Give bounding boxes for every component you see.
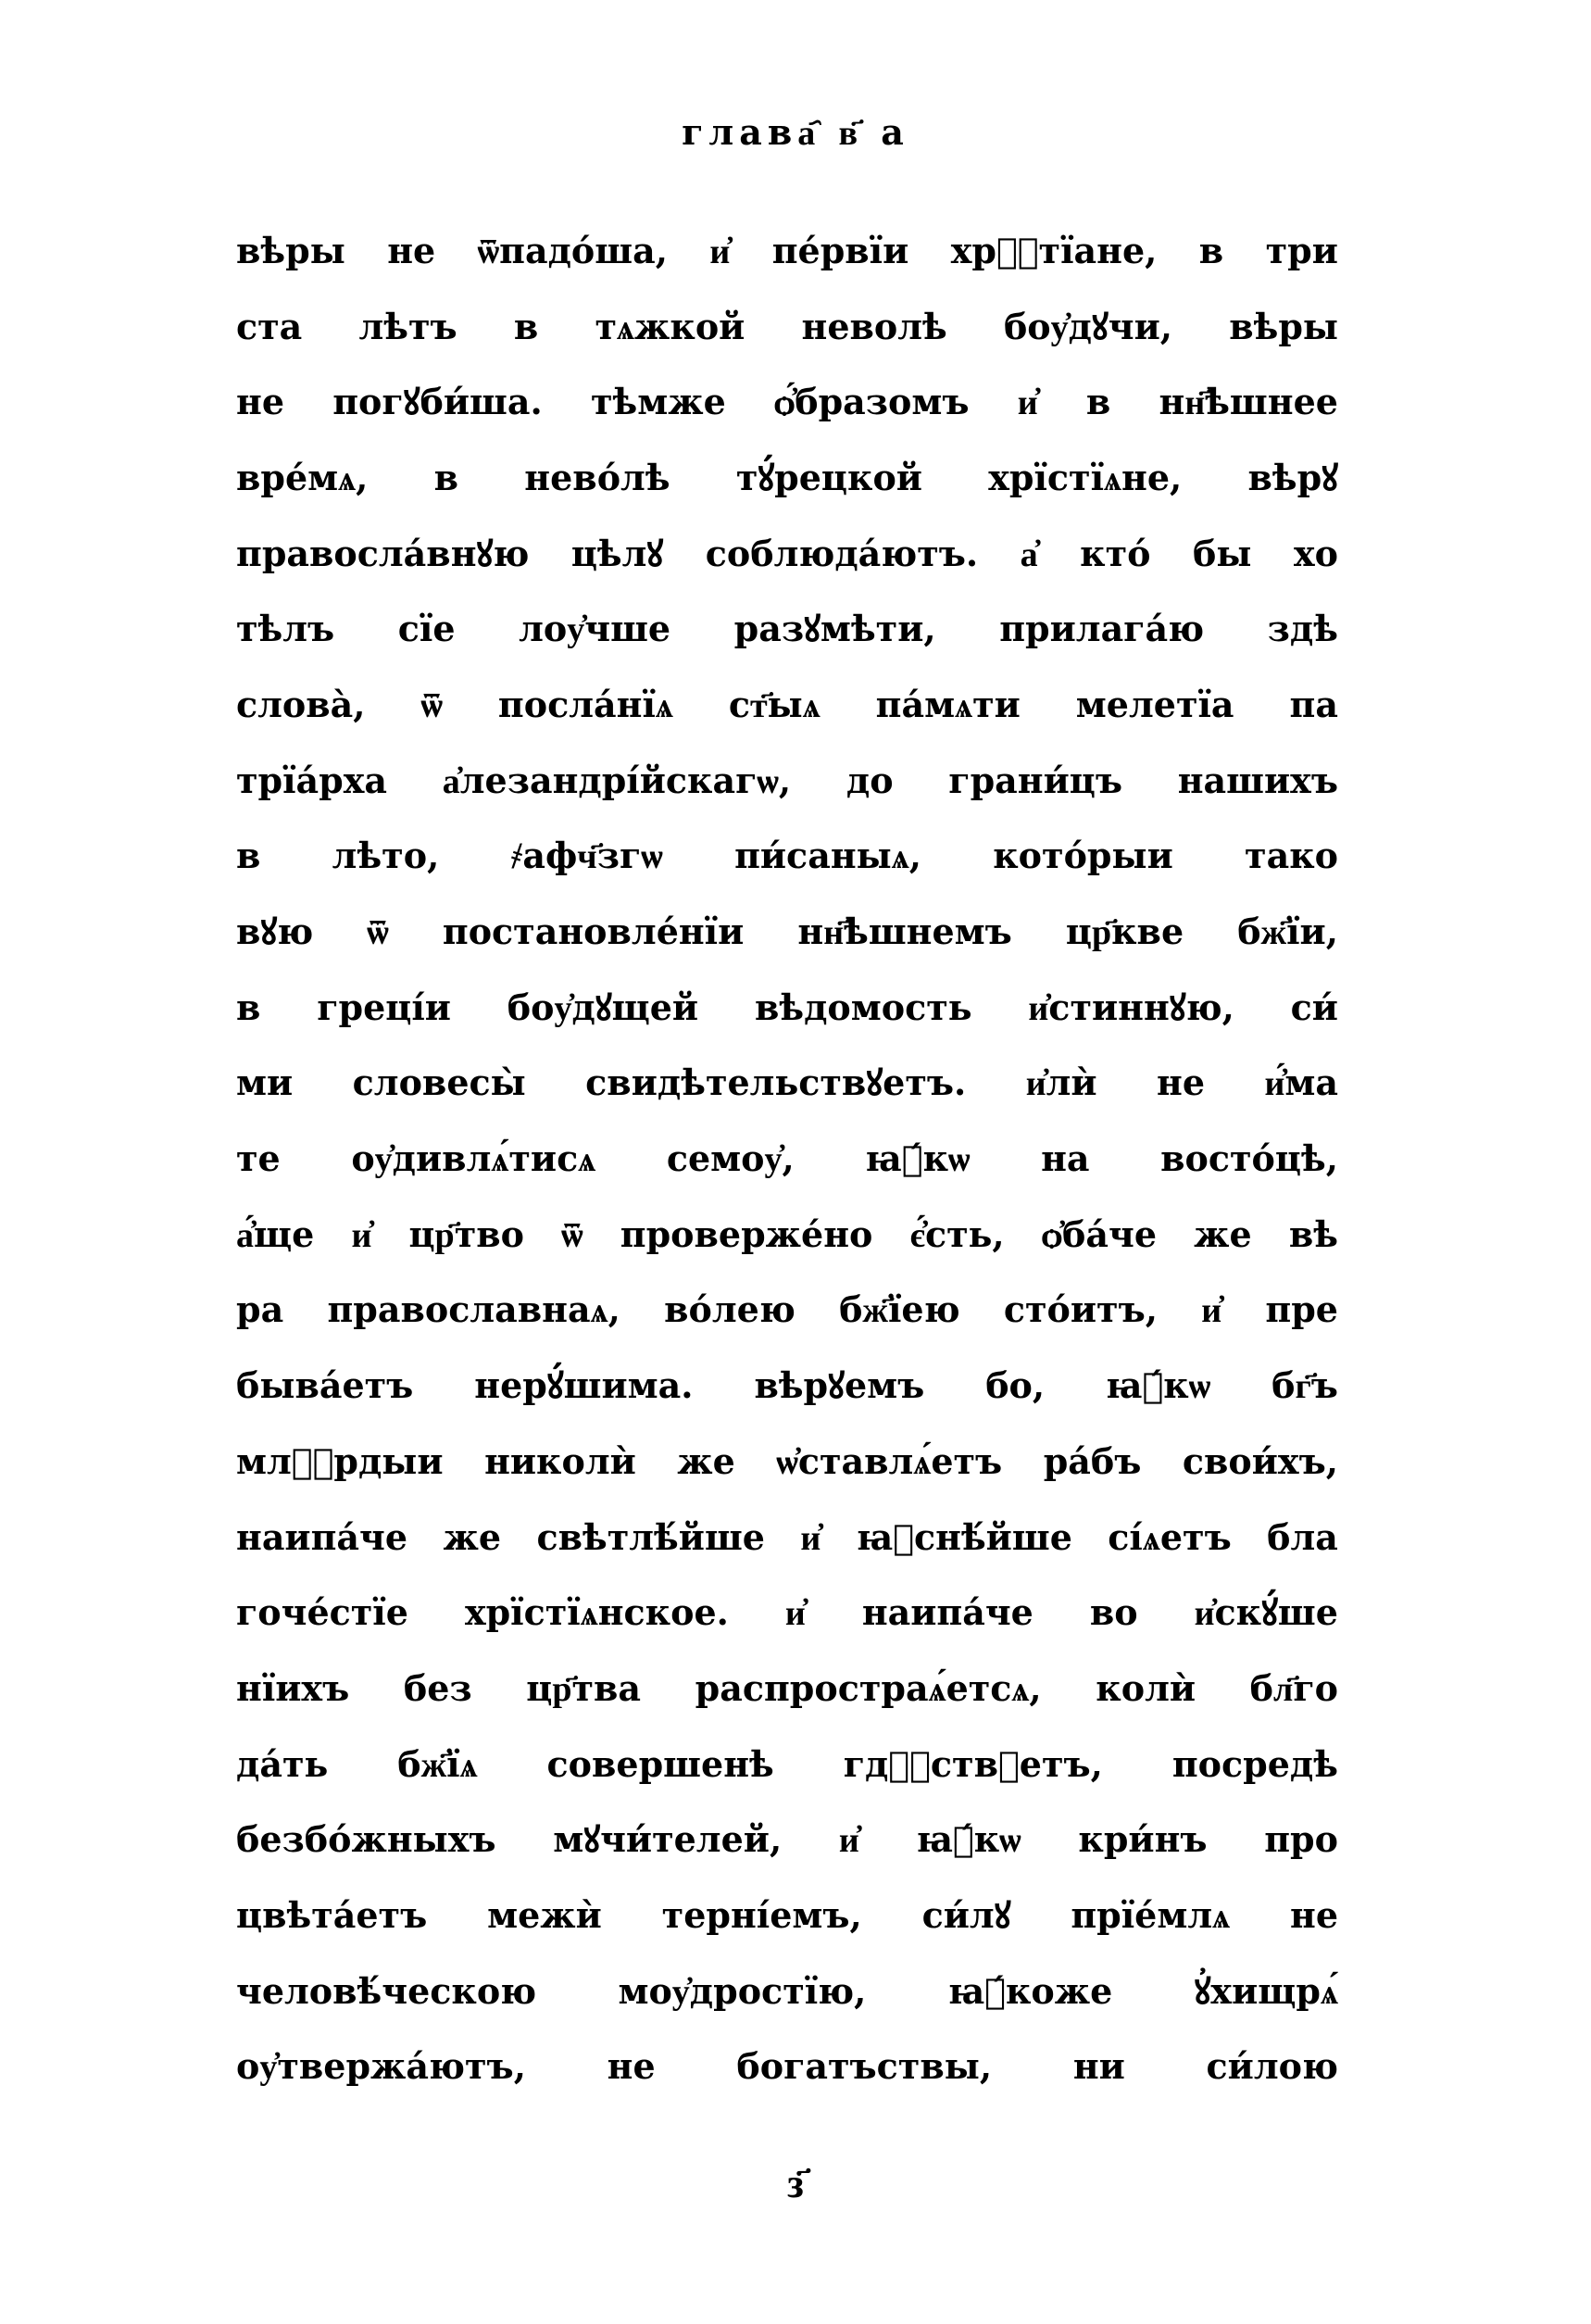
- text-word: и҆лѝ: [1025, 1062, 1097, 1104]
- text-word: нн҃ѣшнее: [1159, 381, 1338, 423]
- text-line: [236, 591, 1338, 667]
- body-text: [236, 213, 1338, 2104]
- text-word: бо,: [985, 1364, 1046, 1407]
- text-word: лѣто,: [332, 835, 440, 877]
- text-word: в: [513, 305, 539, 347]
- text-word: си́: [1290, 986, 1338, 1028]
- text-word: нево́лѣ: [524, 456, 670, 498]
- text-word: ст҃ыѧ: [728, 683, 821, 725]
- text-word: межѝ: [487, 1893, 602, 1936]
- text-word: прїе́млѧ: [1071, 1893, 1231, 1936]
- text-word: па́мѧти: [875, 683, 1021, 725]
- text-word: во: [1089, 1591, 1138, 1634]
- text-word: терні́емъ,: [661, 1893, 862, 1936]
- text-word: хрїстїѧнское.: [464, 1591, 729, 1634]
- text-line: [236, 1348, 1338, 1424]
- text-word: кото́рыи: [993, 835, 1173, 877]
- text-word: бла: [1267, 1515, 1338, 1558]
- text-word: ꙗ҆снѣ́йше: [856, 1515, 1072, 1558]
- text-word: в: [1085, 381, 1111, 423]
- text-word: погꙋби́ша.: [332, 381, 543, 423]
- text-word: тѣлъ: [236, 608, 335, 650]
- text-word: цр҃кве: [1065, 911, 1184, 953]
- text-word: цр҃тво: [408, 1212, 524, 1255]
- text-word: и҆стиннꙋю,: [1028, 986, 1234, 1028]
- text-word: вѣдомость: [754, 986, 972, 1028]
- text-word: кто́: [1080, 532, 1151, 574]
- text-word: и҆: [351, 1212, 372, 1255]
- text-word: посла́нїѧ: [497, 683, 673, 725]
- text-line: [236, 1197, 1338, 1273]
- text-word: вѣры: [236, 229, 345, 271]
- text-word: словесы̀: [352, 1062, 526, 1104]
- text-line: [236, 440, 1338, 516]
- text-word: соблюда́ютъ.: [705, 532, 979, 574]
- text-word: тако: [1245, 835, 1338, 877]
- text-word: цр҃тва: [526, 1666, 642, 1709]
- text-word: ра: [236, 1288, 284, 1331]
- text-line: [236, 1424, 1338, 1500]
- text-line: [236, 2029, 1338, 2105]
- text-line: [236, 1273, 1338, 1349]
- text-word: ни: [1072, 2045, 1125, 2088]
- text-word: же: [677, 1439, 735, 1482]
- text-word: ѿ: [420, 683, 443, 725]
- text-word: и҆: [838, 1818, 859, 1861]
- text-word: ѡ҆ставлѧ́етъ: [776, 1439, 1003, 1482]
- text-word: вꙋю: [236, 911, 314, 953]
- text-word: цѣлꙋ: [570, 532, 664, 574]
- text-word: хо: [1293, 532, 1338, 574]
- text-word: на: [1041, 1137, 1090, 1180]
- text-line: [236, 970, 1338, 1046]
- text-word: посредѣ: [1171, 1742, 1338, 1785]
- text-word: правосла́внꙋю: [236, 532, 530, 574]
- text-word: пи́саныѧ,: [734, 835, 921, 877]
- text-word: а҆́ще: [236, 1212, 315, 1255]
- text-word: моу҆дростїю,: [618, 1969, 867, 2012]
- text-word: ѻ҆́бразомъ: [773, 381, 970, 423]
- text-word: здѣ: [1267, 608, 1338, 650]
- text-word: греці́и: [317, 986, 451, 1028]
- text-word: пе́рвїи: [771, 229, 909, 271]
- text-word: и҆: [784, 1591, 806, 1634]
- text-word: быва́етъ: [236, 1364, 414, 1407]
- text-word: без: [403, 1666, 472, 1709]
- text-word: бл҃го: [1249, 1666, 1338, 1709]
- text-word: сїе: [397, 608, 456, 650]
- text-line: [236, 289, 1338, 365]
- text-word: николѝ: [484, 1439, 636, 1482]
- text-word: ста: [236, 305, 303, 347]
- text-word: боу҆дꙋчи,: [1003, 305, 1173, 347]
- text-word: ꙋ҆хищрѧ́: [1194, 1969, 1338, 2012]
- text-word: бы: [1193, 532, 1252, 574]
- text-word: боу҆дꙋщей: [507, 986, 699, 1028]
- text-word: не: [1157, 1062, 1206, 1104]
- text-word: же: [1194, 1212, 1252, 1255]
- text-line: [236, 364, 1338, 440]
- text-word: бж҃їѧ: [397, 1742, 478, 1785]
- text-word: нашихъ: [1177, 759, 1338, 801]
- text-word: вѣры: [1229, 305, 1338, 347]
- text-word: не: [236, 381, 284, 423]
- text-word: ра́бъ: [1043, 1439, 1142, 1482]
- text-word: бг҃ъ: [1272, 1364, 1338, 1407]
- text-line: [236, 516, 1338, 592]
- text-word: ми: [236, 1062, 294, 1104]
- text-word: грани́цъ: [948, 759, 1122, 801]
- text-word: оу҆твержа́ютъ,: [236, 2045, 526, 2088]
- text-word: не: [607, 2045, 656, 2088]
- text-word: безбо́жныхъ: [236, 1818, 496, 1861]
- text-word: сі́ѧетъ: [1108, 1515, 1232, 1558]
- text-word: оу҆дивлѧ́тисѧ: [351, 1137, 596, 1180]
- text-word: ꙗ҆́коже: [947, 1969, 1113, 2012]
- text-word: вре́мѧ,: [236, 456, 369, 498]
- text-word: бж҃їею: [839, 1288, 960, 1331]
- text-word: нїихъ: [236, 1666, 350, 1709]
- text-word: прилага́ю: [999, 608, 1205, 650]
- text-word: колѝ: [1096, 1666, 1196, 1709]
- text-word: те: [236, 1137, 281, 1180]
- text-word: тꙋ́рецкой: [735, 456, 922, 498]
- text-word: православнаѧ,: [327, 1288, 620, 1331]
- text-line: [236, 1651, 1338, 1727]
- text-word: и҆: [1201, 1288, 1222, 1331]
- text-word: гоче́стїе: [236, 1591, 408, 1634]
- text-line: [236, 1953, 1338, 2029]
- text-word: ꙗ҆́кѡ: [1106, 1364, 1211, 1407]
- text-word: тѧжкой: [595, 305, 745, 347]
- text-word: человѣ́ческою: [236, 1969, 537, 2012]
- text-word: ѿ: [561, 1212, 583, 1255]
- text-word: вѣрꙋ: [1247, 456, 1338, 498]
- text-word: и҆: [1017, 381, 1038, 423]
- text-word: наипа́че: [236, 1515, 408, 1558]
- text-word: совершенѣ: [546, 1742, 774, 1785]
- text-word: свѣтлѣ́йше: [536, 1515, 765, 1558]
- text-word: в: [236, 835, 261, 877]
- text-word: си́лою: [1206, 2045, 1338, 2088]
- text-word: ҂афч҃згѡ: [510, 835, 663, 877]
- text-word: разꙋмѣти,: [733, 608, 936, 650]
- text-word: и҆: [800, 1515, 821, 1558]
- text-word: лоу҆чше: [519, 608, 671, 650]
- text-word: трїа́рха: [236, 759, 388, 801]
- text-word: цвѣта́етъ: [236, 1893, 428, 1936]
- text-line: [236, 894, 1338, 970]
- text-word: а҆лезандрі́йскагѡ,: [442, 759, 792, 801]
- text-word: во́лею: [664, 1288, 796, 1331]
- text-word: а҆: [1020, 532, 1038, 574]
- text-word: проверже́но: [620, 1212, 873, 1255]
- text-word: в: [1198, 229, 1224, 271]
- text-word: ꙗ҆́кѡ: [916, 1818, 1021, 1861]
- running-head: глава҄ в҃ а: [682, 111, 909, 153]
- text-line: [236, 1121, 1338, 1197]
- text-word: вѣрꙋемъ: [754, 1364, 925, 1407]
- text-word: гдⷭ҇ствꙋетъ,: [843, 1742, 1103, 1785]
- text-word: и҆: [709, 229, 731, 271]
- text-line: [236, 213, 1338, 289]
- text-line: [236, 743, 1338, 819]
- text-word: па: [1289, 683, 1338, 725]
- text-word: да́ть: [236, 1742, 329, 1785]
- text-word: сто́итъ,: [1003, 1288, 1158, 1331]
- text-word: не: [1290, 1893, 1338, 1936]
- text-word: тѣмже: [590, 381, 726, 423]
- signature-mark: з҃: [787, 2160, 804, 2207]
- text-word: мꙋчи́телей,: [553, 1818, 783, 1861]
- text-word: свои́хъ,: [1182, 1439, 1338, 1482]
- text-word: ꙗ҆́кѡ: [865, 1137, 971, 1180]
- text-word: вѣ: [1288, 1212, 1338, 1255]
- text-word: ѿпадо́ша,: [477, 229, 668, 271]
- text-word: лѣтъ: [358, 305, 457, 347]
- text-word: богатъствы,: [736, 2045, 993, 2088]
- text-word: ѻ҆ба́че: [1041, 1212, 1158, 1255]
- text-word: и҆скꙋ́ше: [1194, 1591, 1338, 1634]
- text-word: ѿ: [367, 911, 389, 953]
- text-word: до: [846, 759, 894, 801]
- text-word: слова̀,: [236, 683, 366, 725]
- text-word: восто́цѣ,: [1160, 1137, 1338, 1180]
- text-word: хрїстїѧне,: [988, 456, 1183, 498]
- text-word: семоу҆,: [666, 1137, 795, 1180]
- text-line: [236, 1727, 1338, 1803]
- text-word: в: [433, 456, 459, 498]
- text-word: не: [387, 229, 436, 271]
- text-word: си́лꙋ: [921, 1893, 1011, 1936]
- text-word: же: [443, 1515, 502, 1558]
- text-word: в: [236, 986, 261, 1028]
- text-line: [236, 819, 1338, 895]
- text-word: про: [1264, 1818, 1338, 1861]
- text-word: распростраѧ́етсѧ,: [695, 1666, 1042, 1709]
- text-word: нн҃ѣшнемъ: [797, 911, 1012, 953]
- text-line: [236, 1802, 1338, 1878]
- text-word: млⷭ҇рдыи: [236, 1439, 444, 1482]
- text-line: [236, 1575, 1338, 1651]
- text-word: хрⷭ҇тїане,: [950, 229, 1158, 271]
- text-word: и҆́ма: [1264, 1062, 1338, 1104]
- text-word: є҆́сть,: [909, 1212, 1005, 1255]
- text-line: [236, 1878, 1338, 1953]
- text-word: кри́нъ: [1078, 1818, 1208, 1861]
- text-word: постановле́нїи: [442, 911, 745, 953]
- text-line: [236, 1500, 1338, 1576]
- text-word: три: [1265, 229, 1338, 271]
- text-word: мелетїа: [1075, 683, 1234, 725]
- text-word: нерꙋ́шима.: [474, 1364, 694, 1407]
- text-word: пре: [1265, 1288, 1338, 1331]
- text-word: наипа́че: [861, 1591, 1034, 1634]
- text-word: свидѣтельствꙋетъ.: [585, 1062, 967, 1104]
- text-word: неволѣ: [801, 305, 947, 347]
- text-line: [236, 1046, 1338, 1122]
- text-word: бж҃їи,: [1237, 911, 1338, 953]
- text-line: [236, 667, 1338, 743]
